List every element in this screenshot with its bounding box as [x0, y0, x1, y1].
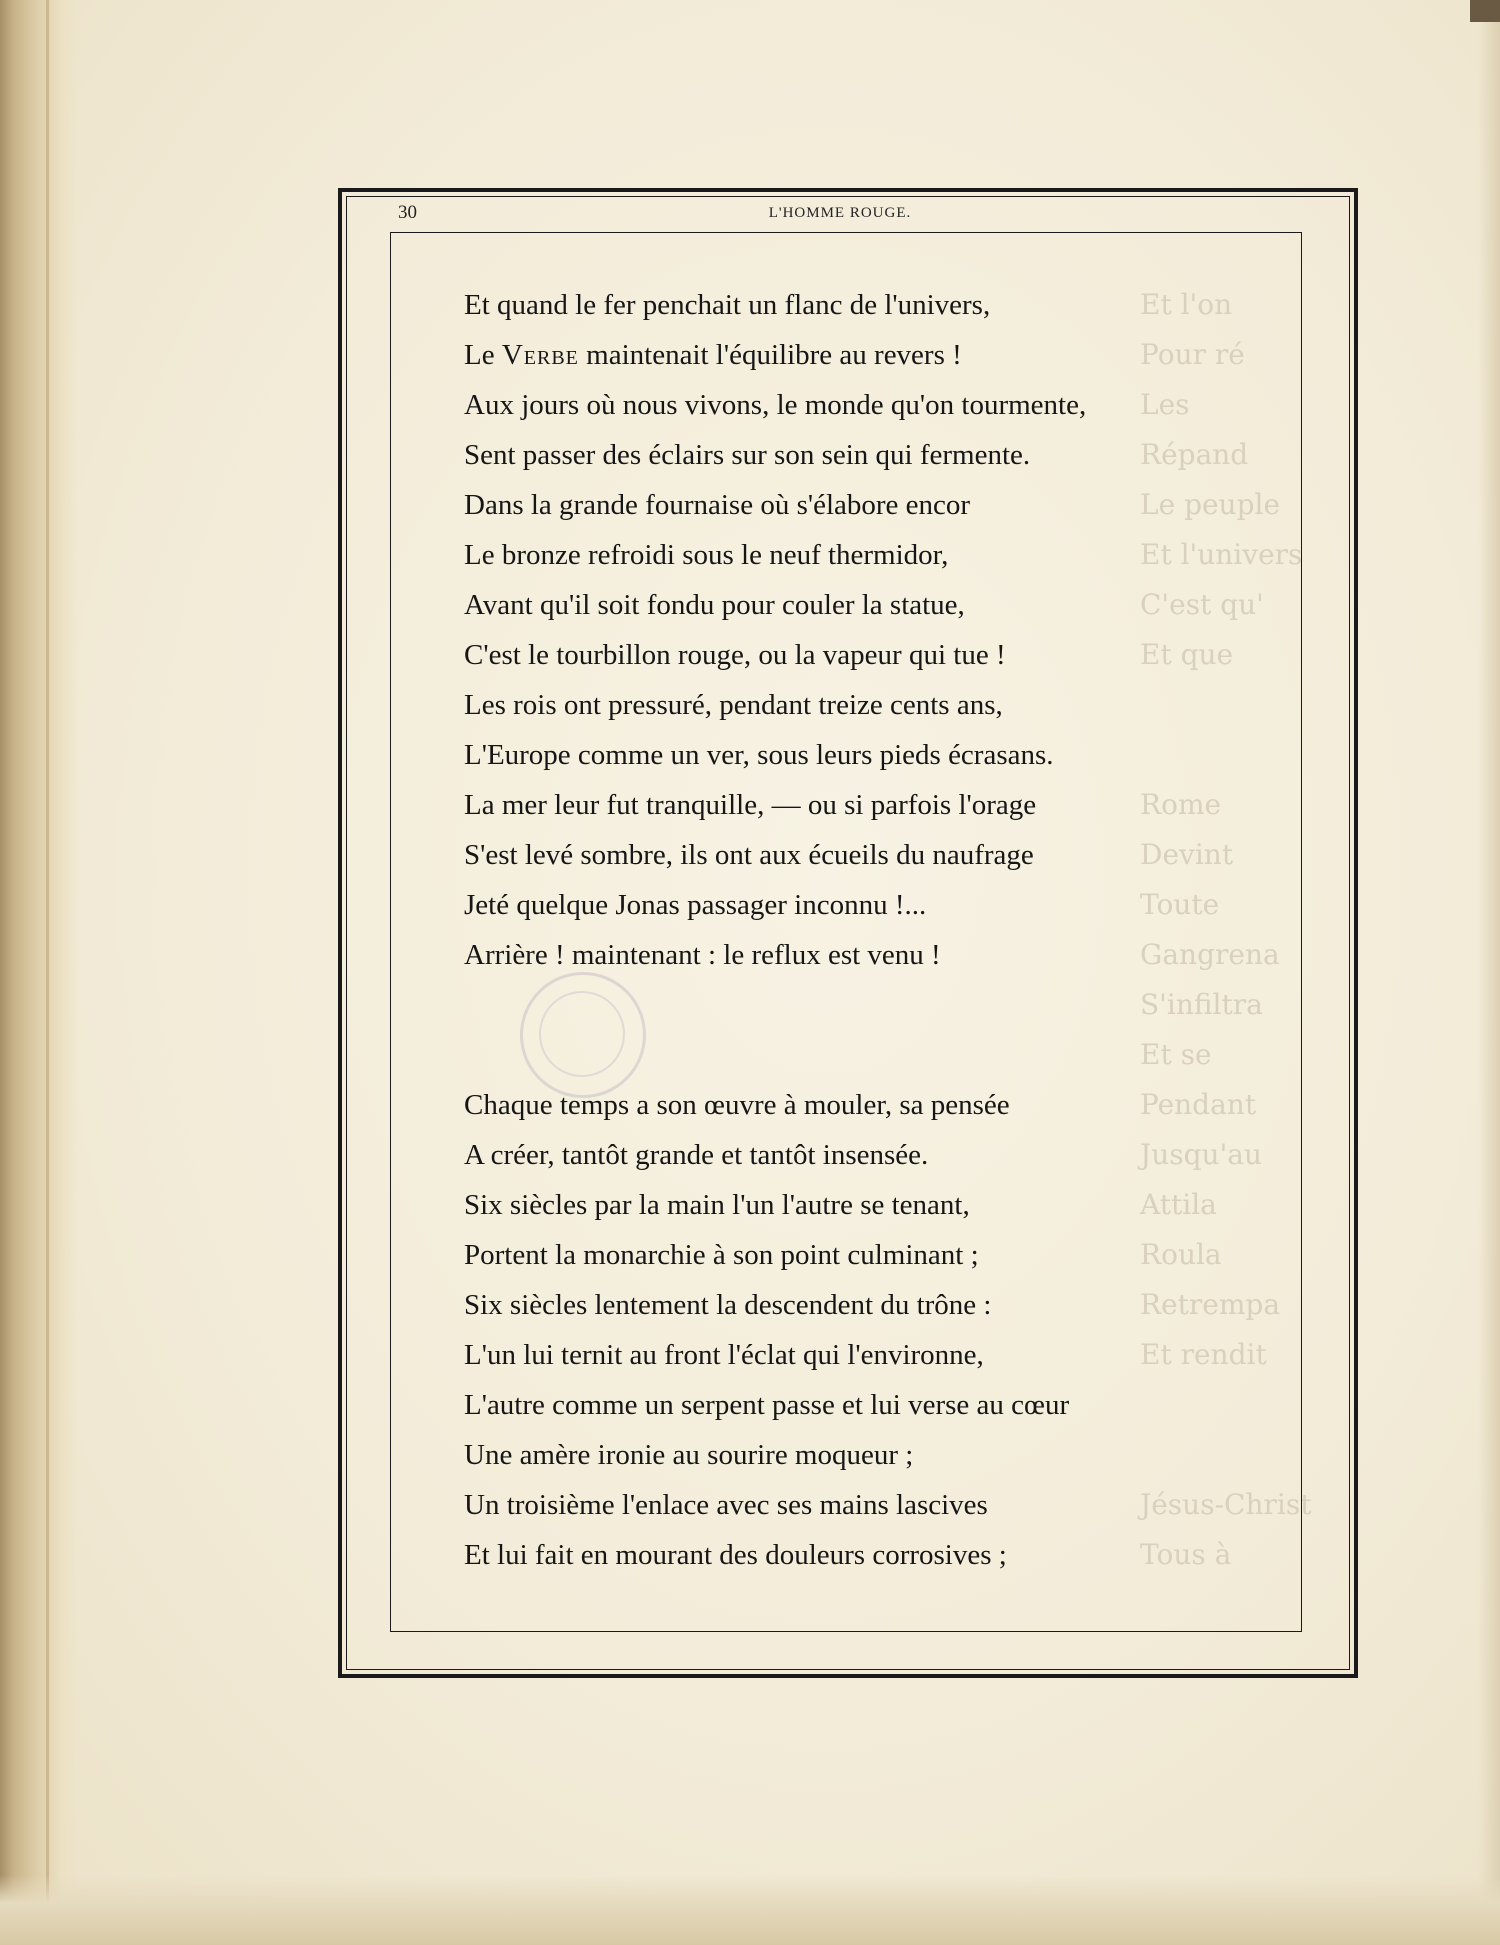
verse-line: Portent la monarchie à son point culminant ; [464, 1239, 979, 1271]
right-edge-shadow [1478, 0, 1500, 1945]
verse-line: A créer, tantôt grande et tantôt insensée. [464, 1139, 929, 1171]
verbe-small-caps: Verbe [501, 339, 579, 371]
verse-line: Les rois ont pressuré, pendant treize cents ans, [464, 689, 1003, 721]
verse-line: Et quand le fer penchait un flanc de l'univers, [464, 289, 991, 321]
verse-line: Sent passer des éclairs sur son sein qui fermente. [464, 439, 1031, 471]
gutter-crease [46, 0, 49, 1945]
verse-line: L'un lui ternit au front l'éclat qui l'environne, [464, 1339, 984, 1371]
verse-line: S'est levé sombre, ils ont aux écueils du naufrage [464, 839, 1034, 871]
verse-line: Six siècles lentement la descendent du trône : [464, 1289, 992, 1321]
bleed-through-text: Et l'on Pour ré Les Répand Le peuple Et l'univers C'est qu' Et que Rome Devint Toute Gangrena S'infiltra Et se Pendant Jusqu'au Attila Roula Retrempa Et rendit Jésus-Christ Tous à [1140, 288, 1312, 1571]
verse-line: Chaque temps a son œuvre à mouler, sa pensée [464, 1089, 1010, 1121]
worn-left-edge [0, 0, 78, 1945]
verse-text: maintenait l'équilibre au revers ! [586, 339, 962, 371]
verse-line: Avant qu'il soit fondu pour couler la statue, [464, 589, 965, 621]
verse-line: Un troisième l'enlace avec ses mains lascives [464, 1489, 988, 1521]
verse-line: Arrière ! maintenant : le reflux est venu ! [464, 939, 941, 971]
ragged-bottom-edge [0, 1875, 1500, 1945]
verse-line: Jeté quelque Jonas passager inconnu !... [464, 889, 927, 921]
corner-stain [1470, 0, 1500, 22]
verse-line: Et lui fait en mourant des douleurs corrosives ; [464, 1539, 1007, 1571]
verse-line: Dans la grande fournaise où s'élabore encor [464, 489, 971, 521]
verse-line: Le bronze refroidi sous le neuf thermidor, [464, 539, 949, 571]
verse-line: L'Europe comme un ver, sous leurs pieds écrasans. [464, 739, 1054, 771]
verse-line: C'est le tourbillon rouge, ou la vapeur qui tue ! [464, 639, 1006, 671]
stanza-1 [464, 280, 1294, 980]
page-number: 30 [398, 202, 417, 223]
running-title: L'HOMME ROUGE. [768, 205, 912, 221]
verse-text: Le [464, 339, 495, 371]
stanza-break [464, 980, 1294, 1080]
verse-line: Une amère ironie au sourire moqueur ; [464, 1439, 914, 1471]
poem-body [464, 280, 1312, 1580]
stanza-2 [464, 1080, 1294, 1580]
verse-line: L'autre comme un serpent passe et lui verse au cœur [464, 1389, 1070, 1421]
verse-line: Six siècles par la main l'un l'autre se tenant, [464, 1189, 970, 1221]
verse-line: La mer leur fut tranquille, — ou si parfois l'orage [464, 789, 1037, 821]
verse-line [464, 330, 1294, 380]
verse-line: Aux jours où nous vivons, le monde qu'on tourmente, [464, 389, 1087, 421]
